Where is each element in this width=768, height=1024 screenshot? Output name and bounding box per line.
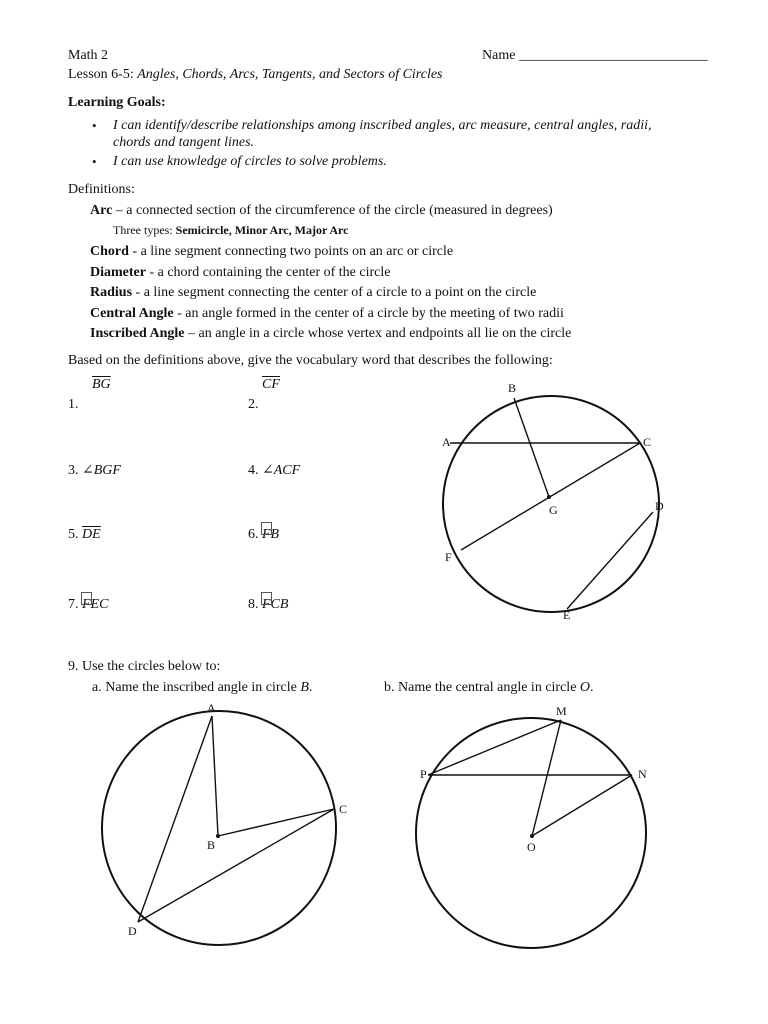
q4-angle: ∠ACF	[262, 463, 301, 478]
name-label: Name	[482, 48, 516, 63]
segment-dc	[138, 809, 334, 922]
label-n3: N	[638, 767, 647, 781]
center-point-o	[530, 834, 534, 838]
def-diameter-text: - a chord containing the center of the circle	[145, 265, 391, 280]
segment-ad	[138, 716, 212, 922]
q3-angle: ∠BGF	[82, 463, 121, 478]
definitions-heading: Definitions:	[68, 182, 135, 197]
label-c1: C	[643, 435, 652, 449]
q7-arc: FEC	[82, 597, 109, 612]
goals-heading: Learning Goals:	[68, 95, 166, 110]
q5-number: 5.	[68, 527, 79, 542]
q6-arc: FB	[262, 527, 280, 542]
q9b-period: .	[590, 680, 594, 695]
segment-pm	[428, 720, 561, 775]
q9b-var: O	[579, 680, 591, 695]
def-chord-term: Chord	[90, 244, 129, 259]
def-radius-text: - a line segment connecting the center of a circle to a point on the circle	[132, 285, 537, 300]
segment-mo	[532, 720, 561, 836]
def-arc-term: Arc	[90, 203, 113, 218]
figure-circle-b	[102, 711, 336, 945]
figure-circle-o	[416, 718, 646, 948]
center-point-b	[216, 834, 220, 838]
q1-number: 1.	[68, 397, 79, 412]
name-blank: ___________________________	[518, 48, 708, 63]
def-inscribed-text: – an angle in a circle whose vertex and endpoints all lie on the circle	[184, 326, 572, 341]
def-inscribed-term: Inscribed Angle	[90, 326, 185, 341]
instructions: Based on the definitions above, give the vocabulary word that describes the following:	[68, 353, 553, 368]
label-m3: M	[556, 704, 567, 718]
def-central-term: Central Angle	[90, 306, 174, 321]
label-a2: A	[207, 701, 216, 715]
segment-on	[532, 775, 632, 836]
label-b2: B	[207, 838, 216, 852]
label-c2: C	[339, 802, 348, 816]
goal-1-line-2: chords and tangent lines.	[113, 135, 255, 150]
q9a-var: B	[300, 680, 309, 695]
label-a1: A	[442, 435, 451, 449]
def-arc-text: – a connected section of the circumference of the circle (measured in degrees)	[112, 203, 553, 218]
goal-2: I can use knowledge of circles to solve problems.	[113, 154, 387, 169]
q1-segment: $\overline{BG}$	[92, 377, 111, 392]
q8-number: 8.	[248, 597, 259, 612]
course-title: Math 2	[68, 48, 109, 63]
def-radius-term: Radius	[90, 285, 133, 300]
label-e1: E	[563, 608, 571, 622]
q7-number: 7.	[68, 597, 79, 612]
q9-intro: 9. Use the circles below to:	[68, 659, 221, 674]
q9b-text: b. Name the central angle in circle	[384, 680, 580, 695]
arc-types-label: Three types:	[113, 223, 176, 237]
radius-bg	[514, 398, 549, 497]
q2-segment: $\overline{CF}$	[262, 377, 280, 392]
bullet-icon: •	[92, 118, 97, 133]
def-central-text: - an angle formed in the center of a circle by the meeting of two radii	[173, 306, 564, 321]
label-f1: F	[445, 550, 452, 564]
q5-segment: $\overline{DE}$	[82, 527, 101, 542]
q8-arc: FCB	[262, 597, 289, 612]
q9a-text: a. Name the inscribed angle in circle	[92, 680, 301, 695]
q2-number: 2.	[248, 397, 259, 412]
label-p3: P	[420, 767, 427, 781]
label-o3: O	[527, 840, 536, 854]
segment-bc	[218, 809, 334, 836]
label-b1: B	[508, 381, 517, 395]
label-d2: D	[128, 924, 137, 938]
def-diameter-term: Diameter	[90, 265, 146, 280]
center-point-g	[547, 495, 551, 499]
segment-ab	[212, 716, 218, 836]
label-d1: D	[655, 499, 664, 513]
bullet-icon: •	[92, 154, 97, 169]
lesson-topic: Angles, Chords, Arcs, Tangents, and Sectors of Circles	[137, 67, 443, 82]
q4-number: 4.	[248, 463, 259, 478]
arc-types-values: Semicircle, Minor Arc, Major Arc	[175, 223, 349, 237]
label-g1: G	[549, 503, 558, 517]
q6-number: 6.	[248, 527, 259, 542]
q9a-period: .	[308, 680, 313, 695]
def-chord-text: - a line segment connecting two points on an arc or circle	[128, 244, 454, 259]
goal-1-line-1: I can identify/describe relationships among inscribed angles, arc measure, central angles, radii,	[113, 118, 652, 133]
q3-number: 3.	[68, 463, 79, 478]
lesson-prefix: Lesson 6-5:	[68, 67, 138, 82]
circle-o	[416, 718, 646, 948]
